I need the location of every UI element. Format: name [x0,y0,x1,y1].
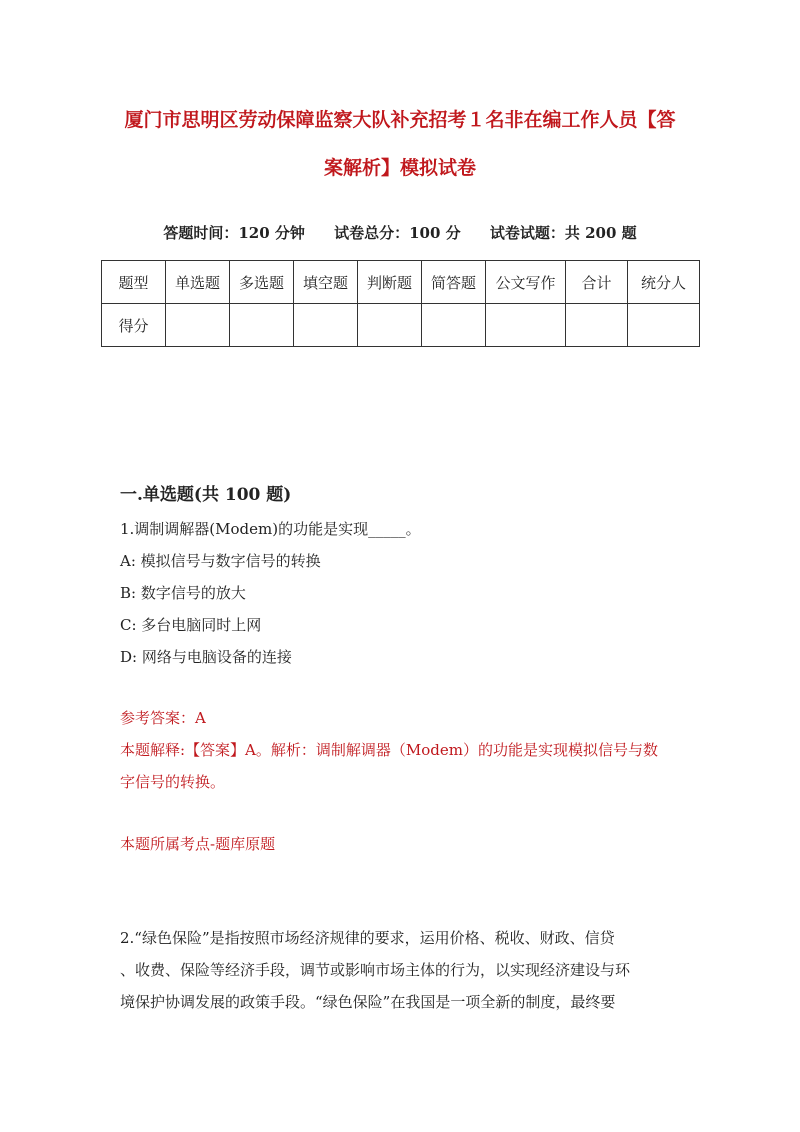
document-title [100,96,700,192]
question-1-option-c: C: 多台电脑同时上网 [120,616,262,634]
question-2-line-1: 2.“绿色保险”是指按照市场经济规律的要求，运用价格、税收、财政、信贷 [120,929,615,947]
exam-total-score: 试卷总分：100 分 [334,224,461,242]
score-header-cell: 判断题 [358,261,422,304]
score-header-cell: 公文写作 [486,261,566,304]
question-1-source: 本题所属考点-题库原题 [120,835,276,853]
score-table [101,260,700,347]
score-header-cell: 填空题 [294,261,358,304]
exam-meta [0,222,800,243]
question-1-explanation-line-2: 字信号的转换。 [120,773,226,791]
score-cell [486,304,566,347]
exam-question-count: 试卷试题：共 200 题 [489,224,637,242]
title-line-1: 厦门市思明区劳动保障监察大队补充招考１名非在编工作人员【答 [124,109,676,131]
score-row-label: 得分 [102,304,166,347]
score-header-cell: 合计 [566,261,628,304]
question-1-option-a: A: 模拟信号与数字信号的转换 [120,552,321,570]
question-1-option-b: B: 数字信号的放大 [120,584,246,602]
score-header-cell: 多选题 [230,261,294,304]
question-2-line-2: 、收费、保险等经济手段，调节或影响市场主体的行为，以实现经济建设与环 [120,961,631,979]
score-header-cell: 统分人 [628,261,700,304]
question-1-stem: 1.调制调解器(Modem)的功能是实现_____。 [120,520,421,538]
section-title: 一.单选题(共 100 题) [120,485,292,505]
question-2-line-3: 境保护协调发展的政策手段。“绿色保险”在我国是一项全新的制度，最终要 [120,993,616,1011]
score-header-cell: 单选题 [166,261,230,304]
score-header-cell: 简答题 [422,261,486,304]
score-cell [566,304,628,347]
score-header-cell: 题型 [102,261,166,304]
question-1-option-d: D: 网络与电脑设备的连接 [120,648,292,666]
score-cell [358,304,422,347]
score-cell [166,304,230,347]
score-cell [628,304,700,347]
score-table-header-row [102,261,700,304]
question-2-text [120,922,680,1018]
question-1-explanation-line-1: 本题解释:【答案】A。解析：调制解调器（Modem）的功能是实现模拟信号与数 [120,741,658,759]
score-cell [294,304,358,347]
title-line-2: 案解析】模拟试卷 [323,157,476,179]
exam-time: 答题时间：120 分钟 [163,224,305,242]
score-table-score-row [102,304,700,347]
question-1-answer: 参考答案：A [120,709,206,727]
score-cell [422,304,486,347]
score-cell [230,304,294,347]
